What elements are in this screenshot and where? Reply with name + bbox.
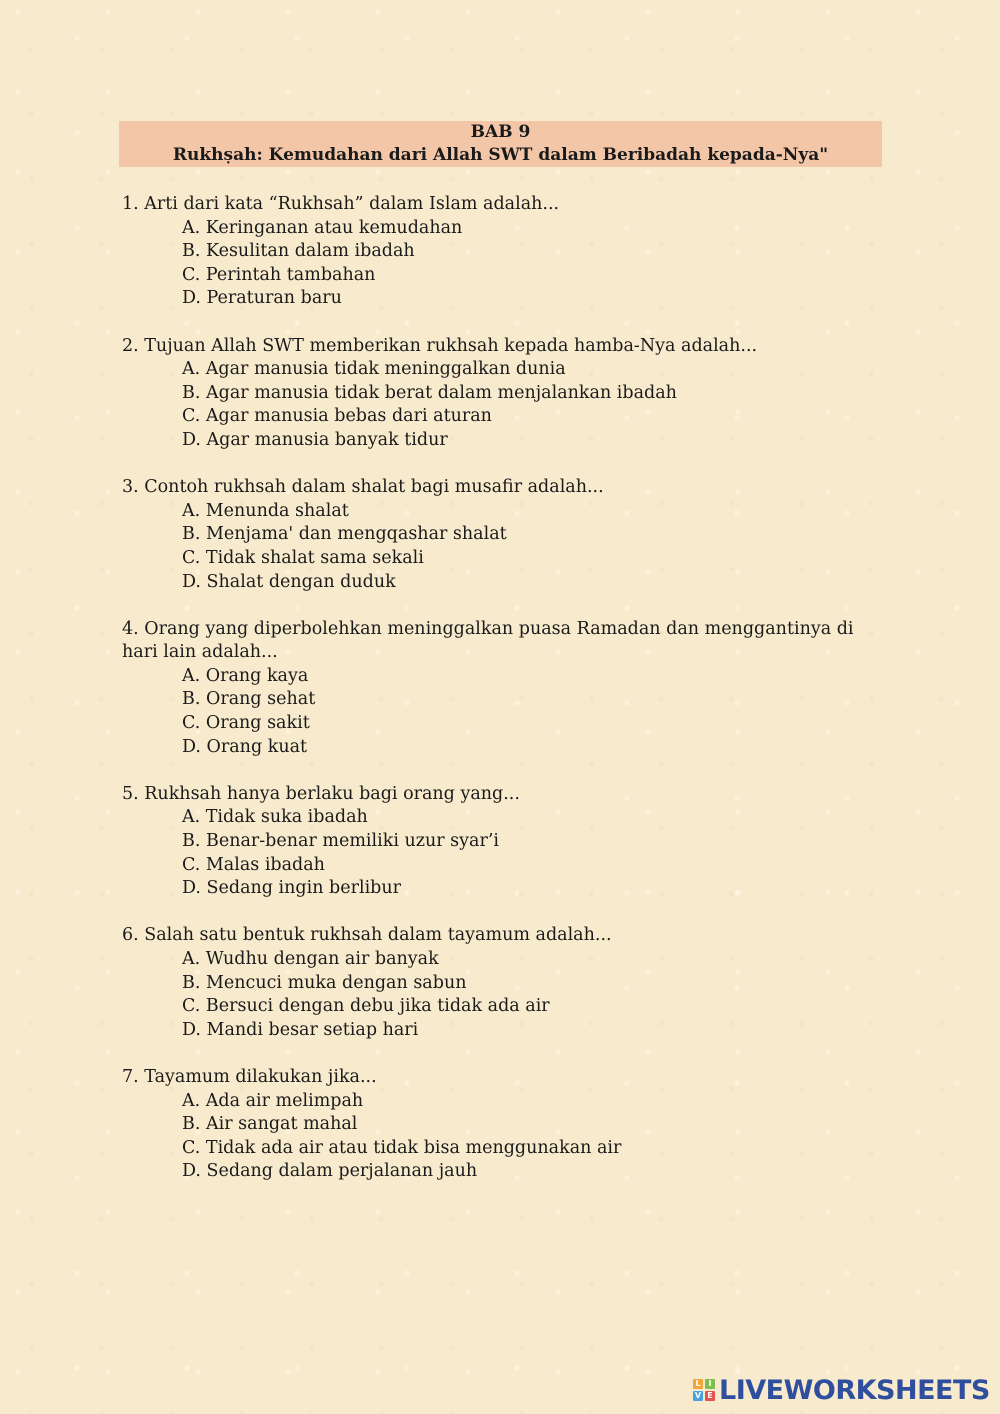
answer-option: B. Mencuci muka dengan sabun [182,972,467,993]
answer-option: D. Sedang ingin berlibur [182,878,402,899]
answer-option: D. Orang kuat [182,736,308,757]
chapter-header [119,121,882,167]
chapter-title: Rukhṣah: Kemudahan dari Allah SWT dalam Beribadah kepada-Nya" [172,145,829,165]
answer-option: B. Air sangat mahal [182,1114,358,1135]
answer-option: C. Tidak ada air atau tidak bisa menggunakan air [182,1137,622,1158]
logo-grid-cell: L [693,1379,703,1389]
answer-option: C. Malas ibadah [182,854,325,875]
logo-grid-cell: I [705,1379,715,1389]
chapter-number: BAB 9 [470,122,531,142]
question-4 [122,618,882,760]
question-1 [122,193,882,311]
question-text: 2. Tujuan Allah SWT memberikan rukhsah kepada hamba-Nya adalah... [122,335,758,356]
answer-option: B. Benar-benar memiliki uzur syar’i [182,831,499,852]
question-6 [122,924,882,1042]
answer-option: A. Tidak suka ibadah [182,807,368,828]
answer-option: C. Tidak shalat sama sekali [182,547,424,568]
answer-option: C. Bersuci dengan debu jika tidak ada air [182,996,550,1017]
answer-option: B. Kesulitan dalam ibadah [182,241,415,262]
answer-option: A. Agar manusia tidak meninggalkan dunia [182,359,566,380]
answer-option: A. Menunda shalat [182,500,349,521]
answer-option: A. Wudhu dengan air banyak [182,949,439,969]
question-list [122,193,882,1208]
logo-grid-cell: E [705,1391,715,1401]
logo-grid-cell: V [694,1391,702,1400]
answer-option: A. Keringanan atau kemudahan [182,217,463,238]
answer-option: C. Orang sakit [182,713,310,734]
answer-option: D. Mandi besar setiap hari [182,1019,419,1040]
logo-grid-icon [693,1379,715,1401]
answer-option: A. Orang kaya [182,665,309,686]
logo-text: LIVEWORKSHEETS [719,1374,990,1406]
answer-option: B. Orang sehat [182,689,316,710]
answer-option: C. Perintah tambahan [182,264,376,285]
answer-option: D. Agar manusia banyak tidur [182,429,448,450]
question-2 [122,335,882,453]
question-text: 5. Rukhsah hanya berlaku bagi orang yang... [122,783,520,804]
answer-option: D. Peraturan baru [182,288,342,309]
question-text: 4. Orang yang diperbolehkan meninggalkan puasa Ramadan dan menggantinya di hari lain adalah... [122,618,854,663]
question-text: 3. Contoh rukhsah dalam shalat bagi musafir adalah... [122,477,604,498]
question-text: 1. Arti dari kata “Rukhsah” dalam Islam adalah... [122,194,560,214]
answer-option: D. Sedang dalam perjalanan jauh [182,1161,478,1182]
answer-option: A. Ada air melimpah [182,1090,364,1111]
answer-option: C. Agar manusia bebas dari aturan [182,406,492,427]
question-3 [122,476,882,594]
question-text: 6. Salah satu bentuk rukhsah dalam tayamum adalah... [122,925,612,946]
question-7 [122,1066,882,1184]
question-text: 7. Tayamum dilakukan jika... [122,1066,377,1087]
question-5 [122,783,882,901]
answer-option: B. Agar manusia tidak berat dalam menjalankan ibadah [182,382,677,403]
answer-option: D. Shalat dengan duduk [182,571,396,592]
answer-option: B. Menjama' dan mengqashar shalat [182,524,507,545]
liveworksheets-logo [693,1374,990,1406]
